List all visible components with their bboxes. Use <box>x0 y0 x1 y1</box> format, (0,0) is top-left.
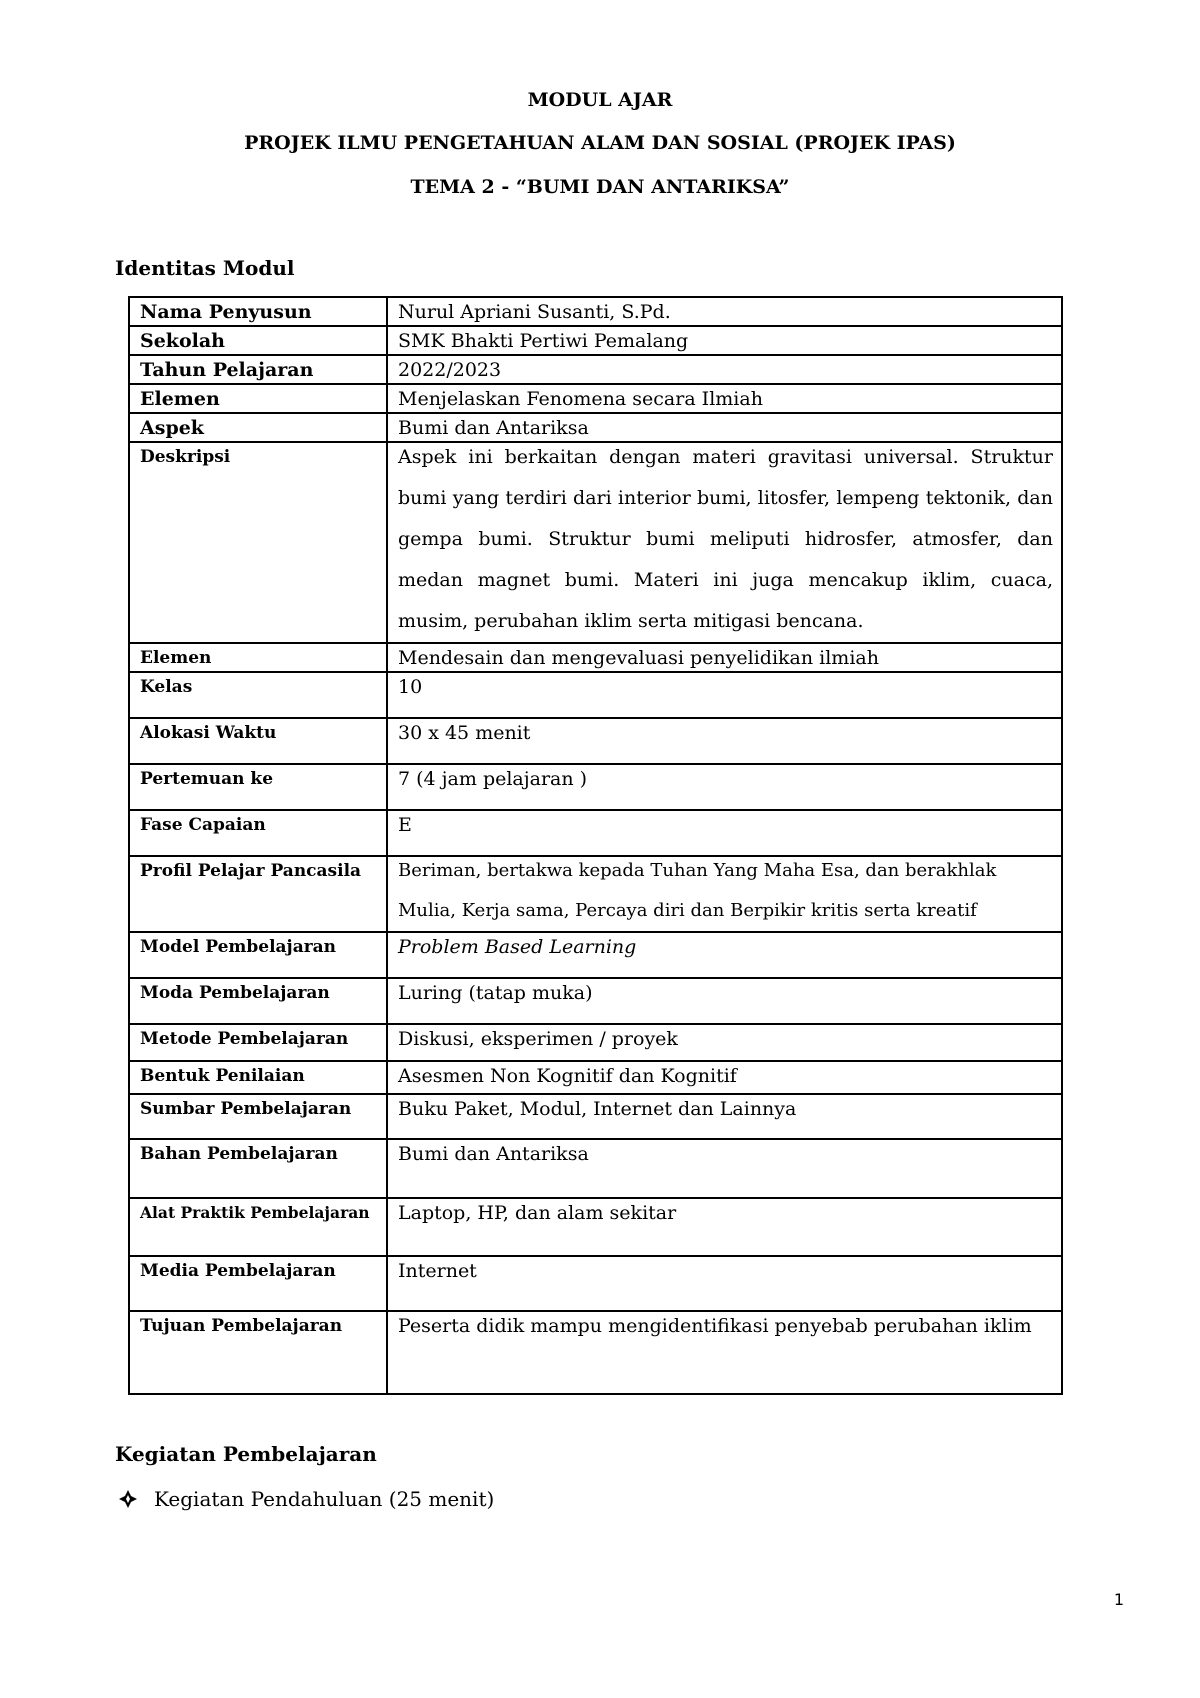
row-value <box>387 1256 1062 1311</box>
row-value <box>387 764 1062 810</box>
diamond-bullet-icon <box>118 1489 138 1509</box>
row-value <box>387 672 1062 718</box>
table-row <box>129 978 1062 1024</box>
table-row <box>129 764 1062 810</box>
kegiatan-pembelajaran-heading: Kegiatan Pembelajaran <box>115 1442 377 1466</box>
module-title: MODUL AJAR <box>527 89 673 111</box>
list-item-label: Kegiatan Pendahuluan (25 menit) <box>154 1487 495 1511</box>
row-value-text: Asesmen Non Kognitif dan Kognitif <box>398 1065 737 1087</box>
row-value-text: Menjelaskan Fenomena secara Ilmiah <box>398 388 763 410</box>
row-value <box>387 1139 1062 1198</box>
row-label: Kelas <box>129 672 387 718</box>
row-value <box>387 932 1062 978</box>
row-value-text: Luring (tatap muka) <box>398 982 593 1004</box>
row-value-text: 10 <box>398 676 423 698</box>
row-value <box>387 810 1062 856</box>
row-label: Metode Pembelajaran <box>129 1024 387 1061</box>
table-row <box>129 413 1062 442</box>
row-label: Tujuan Pembelajaran <box>129 1311 387 1394</box>
table-row <box>129 1061 1062 1094</box>
table-row <box>129 1256 1062 1311</box>
row-value <box>387 355 1062 384</box>
row-label: Model Pembelajaran <box>129 932 387 978</box>
row-value-text: Nurul Apriani Susanti, S.Pd. <box>398 301 671 323</box>
row-value-text: Problem Based Learning <box>398 936 637 958</box>
row-label: Nama Penyusun <box>129 297 387 326</box>
row-label: Pertemuan ke <box>129 764 387 810</box>
row-value <box>387 1198 1062 1256</box>
row-label: Moda Pembelajaran <box>129 978 387 1024</box>
table-row <box>129 1311 1062 1394</box>
row-label: Alokasi Waktu <box>129 718 387 764</box>
row-label: Alat Praktik Pembelajaran <box>129 1198 387 1256</box>
row-value-text: Internet <box>398 1260 477 1282</box>
table-row <box>129 384 1062 413</box>
identitas-modul-table <box>128 296 1063 1395</box>
row-label: Deskripsi <box>129 442 387 643</box>
table-row <box>129 856 1062 932</box>
table-row <box>129 1024 1062 1061</box>
row-value-text: Aspek ini berkaitan dengan materi gravitasi universal. Struktur bumi yang terdiri dari interior bumi, litosfer, lempeng tektonik, dan gempa bumi. Struktur bumi meliputi hidrosfer, atmosfer, dan medan magnet bumi. Materi ini juga mencakup iklim, cuaca, musim, perubahan iklim serta mitigasi bencana. <box>398 446 1053 632</box>
table-row <box>129 1198 1062 1256</box>
identitas-modul-heading: Identitas Modul <box>115 256 295 280</box>
table-row <box>129 442 1062 643</box>
page-number: 1 <box>1113 1590 1125 1609</box>
row-label: Elemen <box>129 384 387 413</box>
row-label: Fase Capaian <box>129 810 387 856</box>
list-item <box>118 1485 494 1513</box>
row-label: Elemen <box>129 643 387 672</box>
row-value-text: Bumi dan Antariksa <box>398 1143 589 1165</box>
table-row <box>129 1094 1062 1139</box>
row-value-text: SMK Bhakti Pertiwi Pemalang <box>398 330 689 352</box>
table-row <box>129 810 1062 856</box>
table-row <box>129 932 1062 978</box>
table-row <box>129 355 1062 384</box>
row-value <box>387 718 1062 764</box>
row-value <box>387 978 1062 1024</box>
row-value-text: Buku Paket, Modul, Internet dan Lainnya <box>398 1098 797 1120</box>
row-value-text: 7 (4 jam pelajaran ) <box>398 768 588 790</box>
table-row <box>129 1139 1062 1198</box>
row-value-text: Peserta didik mampu mengidentifikasi penyebab perubahan iklim <box>398 1315 1032 1337</box>
row-label: Aspek <box>129 413 387 442</box>
row-value <box>387 1094 1062 1139</box>
row-label: Bentuk Penilaian <box>129 1061 387 1094</box>
row-value <box>387 297 1062 326</box>
row-value-text: 30 x 45 menit <box>398 722 531 744</box>
row-value <box>387 1061 1062 1094</box>
row-value <box>387 413 1062 442</box>
row-value <box>387 1024 1062 1061</box>
row-value <box>387 856 1062 932</box>
row-value <box>387 326 1062 355</box>
table-row <box>129 326 1062 355</box>
row-value <box>387 384 1062 413</box>
row-label: Sumbar Pembelajaran <box>129 1094 387 1139</box>
theme-title: TEMA 2 - “BUMI DAN ANTARIKSA” <box>410 176 790 198</box>
row-value-text: Mendesain dan mengevaluasi penyelidikan ilmiah <box>398 647 879 669</box>
row-label: Tahun Pelajaran <box>129 355 387 384</box>
row-label: Bahan Pembelajaran <box>129 1139 387 1198</box>
row-value-text: E <box>398 814 412 836</box>
row-label: Profil Pelajar Pancasila <box>129 856 387 932</box>
project-title: PROJEK ILMU PENGETAHUAN ALAM DAN SOSIAL (PROJEK IPAS) <box>244 132 956 154</box>
row-value <box>387 442 1062 643</box>
table-row <box>129 643 1062 672</box>
row-value <box>387 643 1062 672</box>
row-value-text: Diskusi, eksperimen / proyek <box>398 1028 678 1050</box>
row-label: Media Pembelajaran <box>129 1256 387 1311</box>
row-value-text: Beriman, bertakwa kepada Tuhan Yang Maha Esa, dan berakhlak Mulia, Kerja sama, Percaya diri dan Berpikir kritis serta kreatif <box>398 860 997 921</box>
table-row <box>129 672 1062 718</box>
row-value-text: Bumi dan Antariksa <box>398 417 589 439</box>
row-value <box>387 1311 1062 1394</box>
row-value-text: Laptop, HP, dan alam sekitar <box>398 1202 677 1224</box>
row-value-text: 2022/2023 <box>398 359 502 381</box>
table-row <box>129 718 1062 764</box>
row-label: Sekolah <box>129 326 387 355</box>
table-row <box>129 297 1062 326</box>
